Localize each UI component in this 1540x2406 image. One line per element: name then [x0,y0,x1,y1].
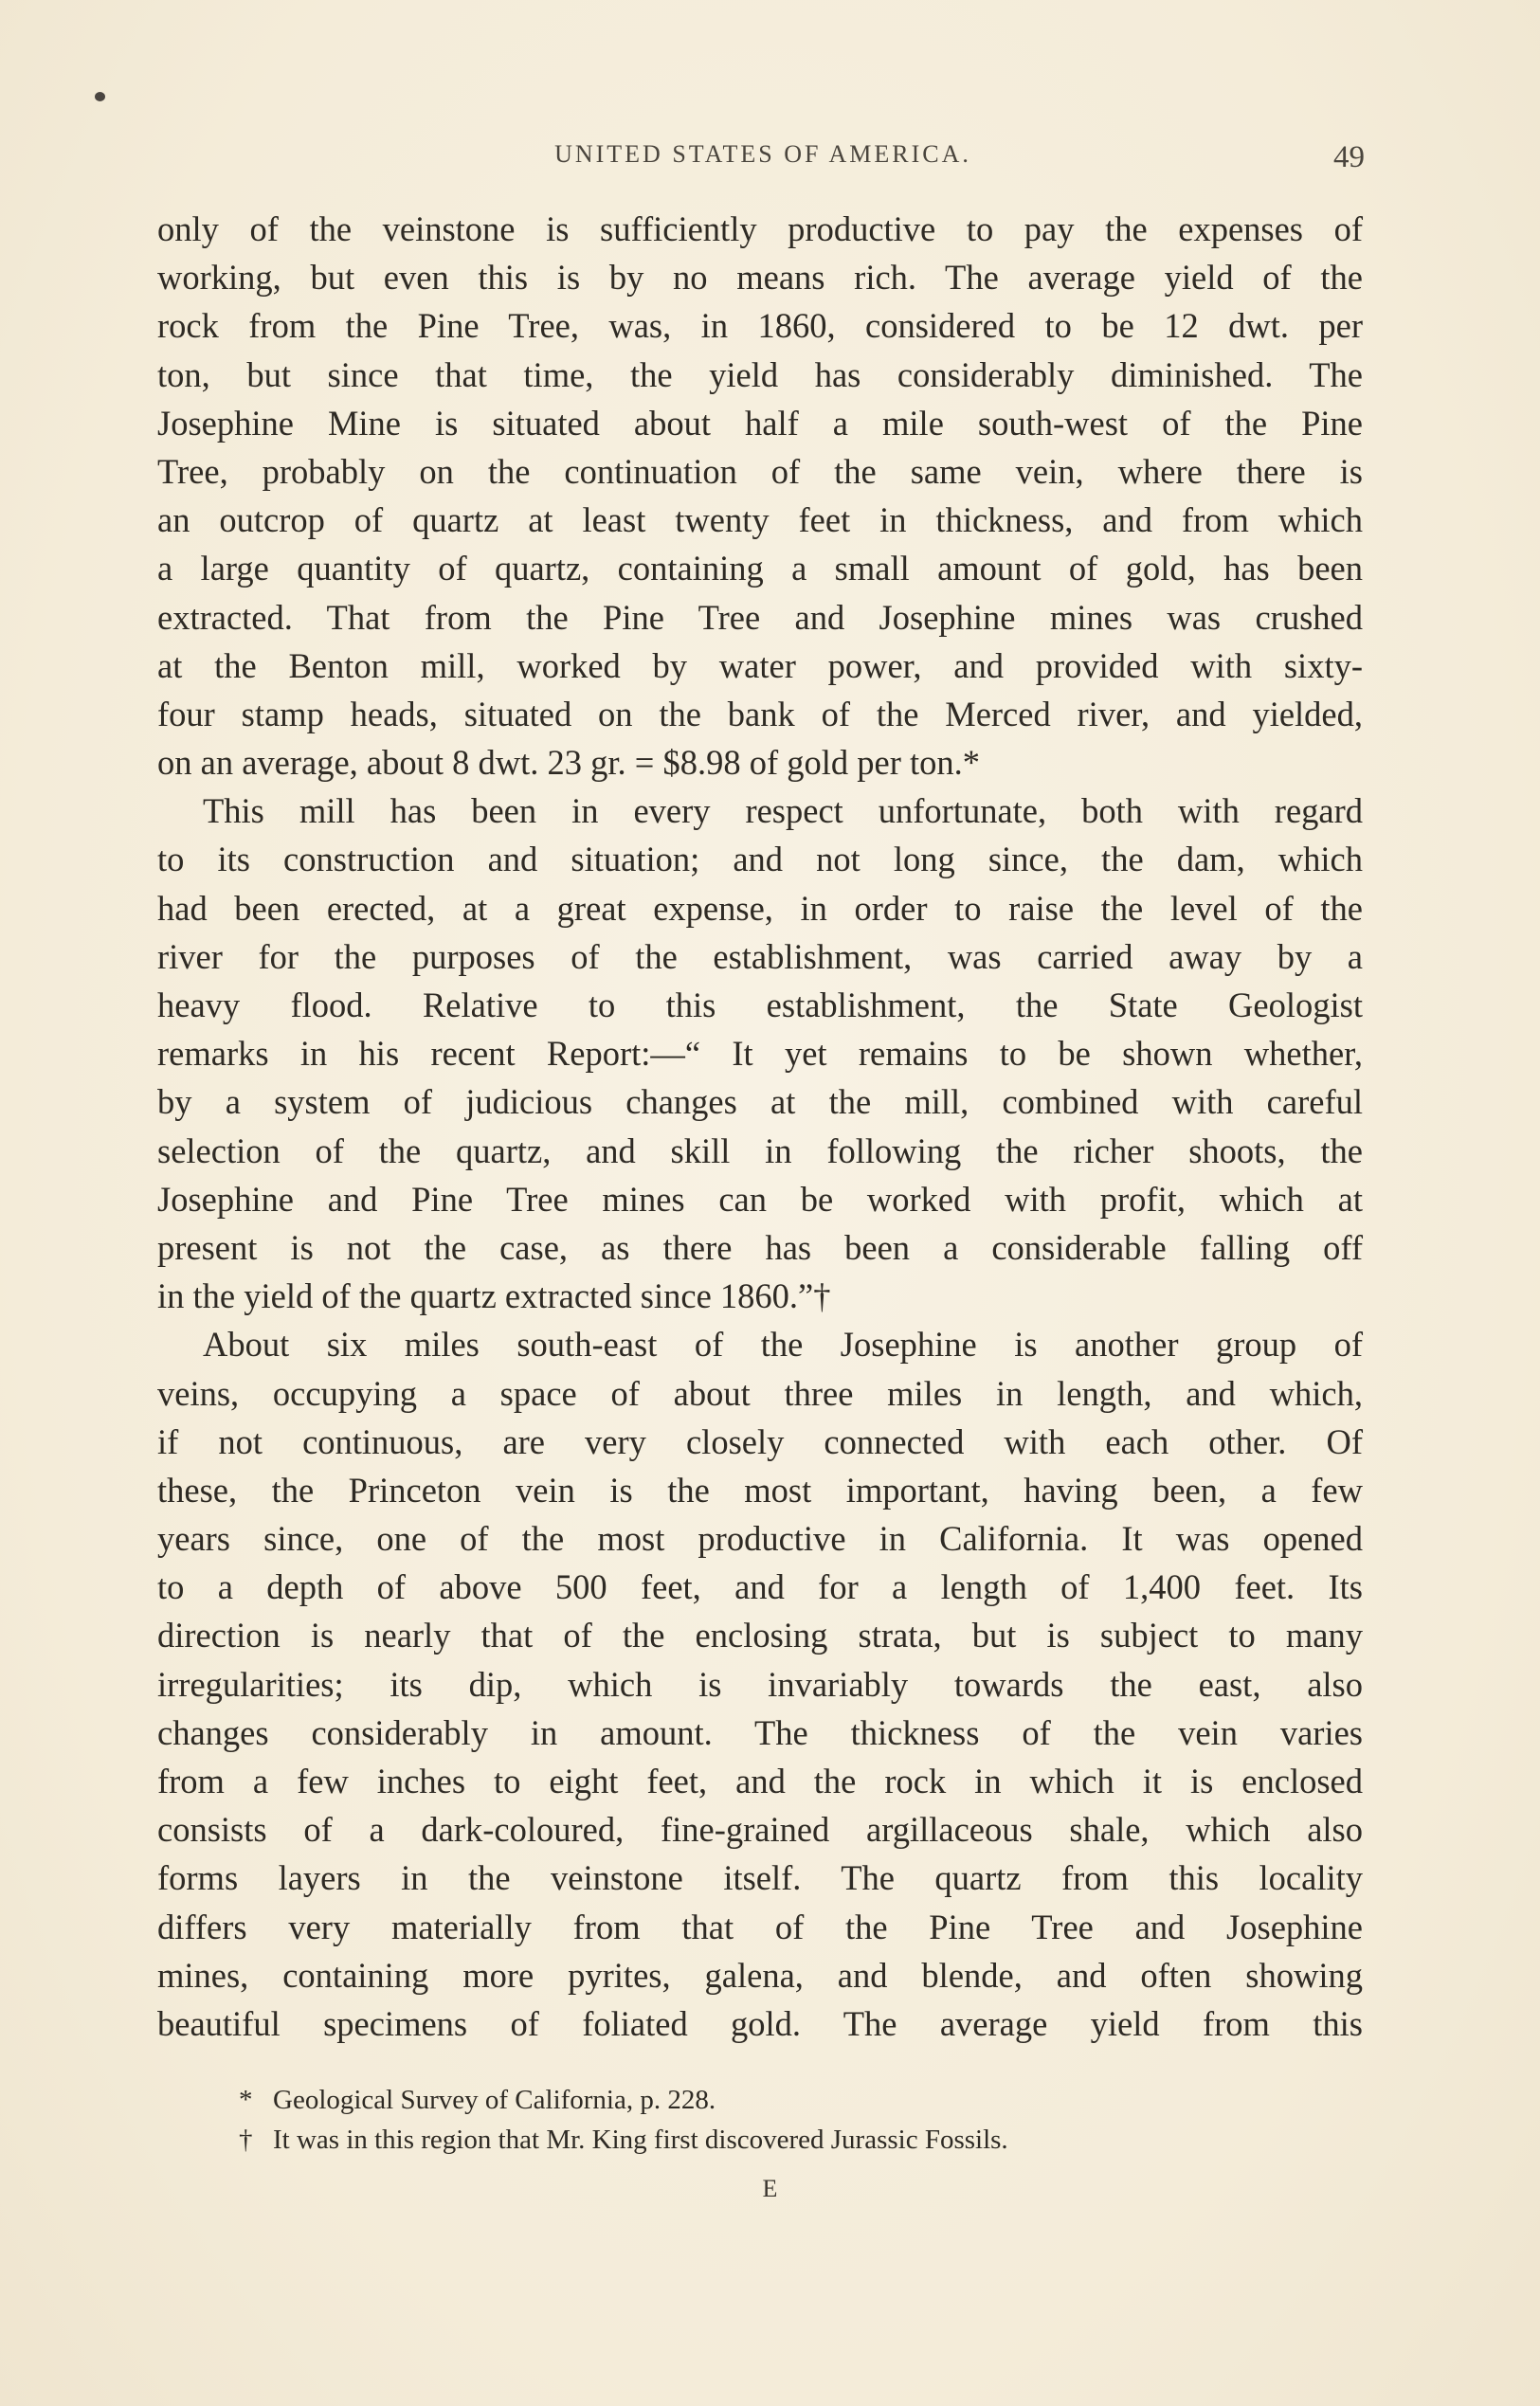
text-line: an outcrop of quartz at least twenty feet in thickness, and from which [157,500,1363,540]
text-line: years since, one of the most productive in California. It was opened [157,1519,1363,1559]
text-line: present is not the case, as there has been a considerable falling off [157,1227,1363,1267]
text-line: irregularities; its dip, which is invariably towards the east, also [157,1664,1363,1704]
text-line: heavy flood. Relative to this establishment, the State Geologist [157,986,1363,1024]
text-line: consists of a dark-coloured, fine-grained argillaceous shale, which also [157,1810,1363,1850]
text-line: a large quantity of quartz, containing a small amount of gold, has been [157,549,1363,588]
ink-smudge [95,92,105,101]
text-line: river for the purposes of the establishment, was carried away by a [157,936,1363,976]
text-line: from a few inches to eight feet, and the rock in which it is enclosed [157,1762,1363,1800]
text-line: mines, containing more pyrites, galena, and blende, and often showing [157,1955,1363,1995]
text-line: Tree, probably on the continuation of the same vein, where there is [157,451,1363,491]
text-line: beautiful specimens of foliated gold. The average yield from this [157,2003,1363,2043]
footnote-mark: † [239,2125,253,2155]
text-line: selection of the quartz, and skill in following the richer shoots, the [157,1131,1363,1170]
text-line: at the Benton mill, worked by water power, and provided with sixty- [157,645,1363,685]
text-line: Josephine Mine is situated about half a mile south-west of the Pine [157,403,1363,443]
text-line: rock from the Pine Tree, was, in 1860, considered to be 12 dwt. per [157,306,1363,346]
footnote [157,2120,1363,2160]
text-line: to its construction and situation; and not long since, the dam, which [157,840,1363,879]
text-line: only of the veinstone is sufficiently productive to pay the expenses of [157,209,1363,248]
text-line: changes considerably in amount. The thickness of the vein varies [157,1712,1363,1752]
footnote-mark: * [239,2085,253,2115]
footnotes [157,2080,1363,2160]
text-line: working, but even this is by no means rich. The average yield of the [157,258,1363,298]
page-header [161,140,1365,178]
text-line: veins, occupying a space of about three miles in length, and which, [157,1373,1363,1413]
footnote-text: It was in this region that Mr. King first discovered Jurassic Fossils. [273,2125,1008,2155]
footnote-text: Geological Survey of California, p. 228. [273,2085,716,2115]
text-line: differs very materially from that of the Pine Tree and Josephine [157,1907,1363,1946]
text-line: to a depth of above 500 feet, and for a length of 1,400 feet. Its [157,1567,1363,1607]
page-number: 49 [1333,140,1365,174]
paragraph-start-line: This mill has been in every respect unfortunate, both with regard [203,791,1363,831]
text-line: ton, but since that time, the yield has considerably diminished. The [157,354,1363,394]
footnote [157,2080,1363,2120]
text-line: these, the Princeton vein is the most important, having been, a few [157,1470,1363,1510]
signature-mark: E [762,2175,778,2202]
text-line: if not continuous, are very closely connected with each other. Of [157,1421,1363,1461]
text-line: had been erected, at a great expense, in order to raise the level of the [157,888,1363,928]
text-line: in the yield of the quartz extracted since 1860.”† [157,1276,831,1316]
text-line: remarks in his recent Report:—“ It yet remains to be shown whether, [157,1034,1363,1074]
text-line: extracted. That from the Pine Tree and Josephine mines was crushed [157,597,1363,637]
text-line: four stamp heads, situated on the bank of the Merced river, and yielded, [157,694,1363,733]
text-line: Josephine and Pine Tree mines can be worked with profit, which at [157,1179,1363,1219]
text-line: by a system of judicious changes at the mill, combined with careful [157,1082,1363,1122]
body-text [157,205,1363,2048]
running-head: UNITED STATES OF AMERICA. [554,140,971,168]
text-line: on an average, about 8 dwt. 23 gr. = $8.98 of gold per ton.* [157,743,981,783]
text-line: direction is nearly that of the enclosing strata, but is subject to many [157,1616,1363,1655]
paragraph-start-line: About six miles south-east of the Josephine is another group of [203,1325,1363,1365]
text-line: forms layers in the veinstone itself. The quartz from this locality [157,1858,1363,1898]
